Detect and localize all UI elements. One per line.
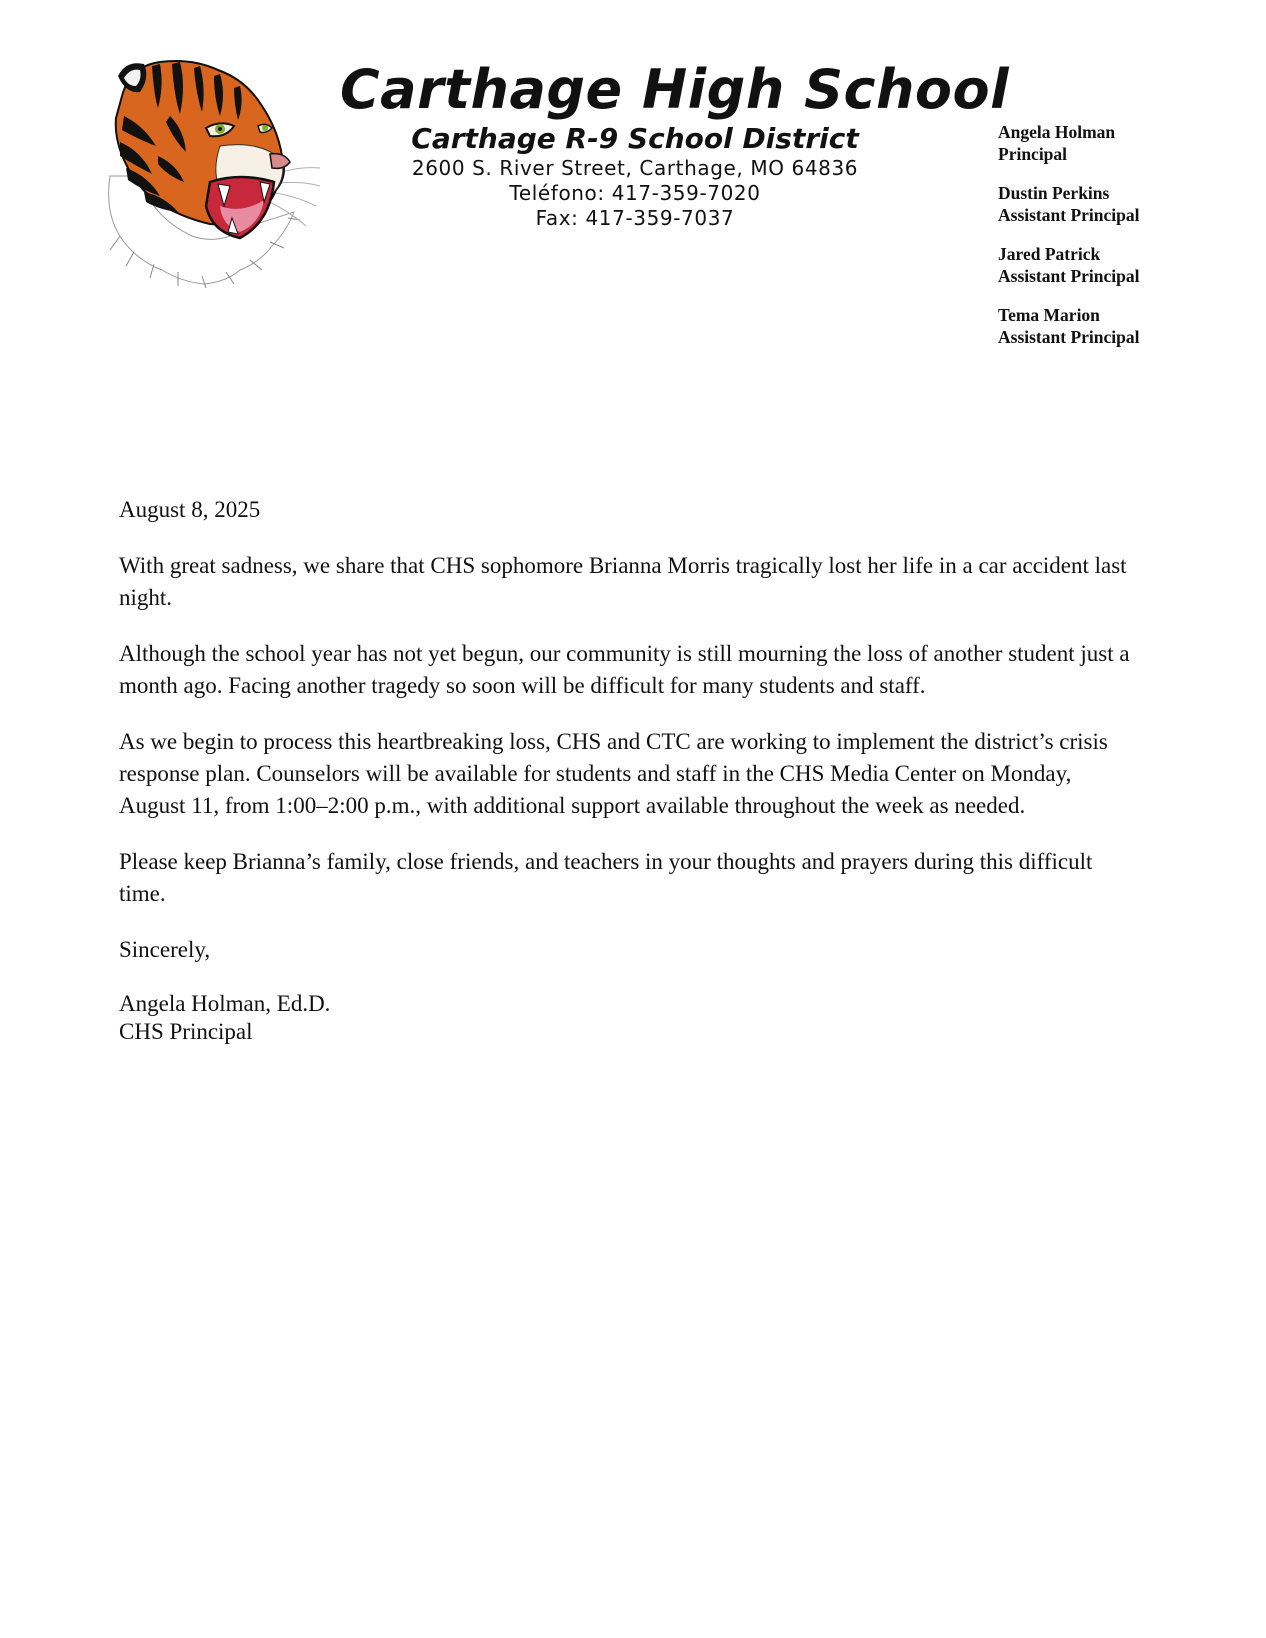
letter-paragraph: With great sadness, we share that CHS sophomore Brianna Morris tragically lost her life in a car accident last night. — [119, 553, 1127, 610]
school-name: Carthage High School — [340, 58, 1010, 121]
signer-title: CHS Principal — [119, 1019, 253, 1044]
signature-block — [119, 990, 1139, 1046]
staff-entry — [998, 183, 1228, 226]
signer-name: Angela Holman, Ed.D. — [119, 991, 331, 1016]
letterhead — [340, 58, 1010, 231]
staff-title: Assistant Principal — [998, 204, 1140, 225]
staff-entry — [998, 244, 1228, 287]
staff-title: Assistant Principal — [998, 265, 1140, 286]
staff-title: Assistant Principal — [998, 326, 1140, 347]
school-fax: Fax: 417-359-7037 — [535, 206, 735, 230]
school-phone: Teléfono: 417-359-7020 — [509, 181, 761, 205]
staff-name: Angela Holman — [998, 122, 1116, 142]
staff-entry — [998, 122, 1228, 165]
district-name: Carthage R-9 School District — [411, 122, 859, 155]
school-address: 2600 S. River Street, Carthage, MO 64836 — [411, 156, 859, 180]
letter-date: August 8, 2025 — [119, 497, 261, 522]
staff-title: Principal — [998, 143, 1068, 164]
staff-name: Dustin Perkins — [998, 183, 1110, 203]
letter-body — [119, 494, 1139, 1046]
staff-name: Jared Patrick — [998, 244, 1101, 264]
letter-paragraph: Although the school year has not yet begun, our community is still mourning the loss of another student just a month ago. Facing another tragedy so soon will be difficult for many students and staff. — [119, 641, 1130, 698]
staff-list — [998, 122, 1228, 366]
letter-closing: Sincerely, — [119, 937, 211, 962]
tiger-head-icon — [100, 56, 322, 288]
letter-paragraph: As we begin to process this heartbreaking loss, CHS and CTC are working to implement the district’s crisis response plan. Counselors will be available for students and staff in the CHS Media Center on Monday, August 11, from 1:00–2:00 p.m., with additional support available throughout the week as needed. — [119, 729, 1108, 818]
letter-paragraph: Please keep Brianna’s family, close friends, and teachers in your thoughts and prayers during this difficult time. — [119, 849, 1093, 906]
staff-entry — [998, 305, 1228, 348]
staff-name: Tema Marion — [998, 305, 1100, 325]
